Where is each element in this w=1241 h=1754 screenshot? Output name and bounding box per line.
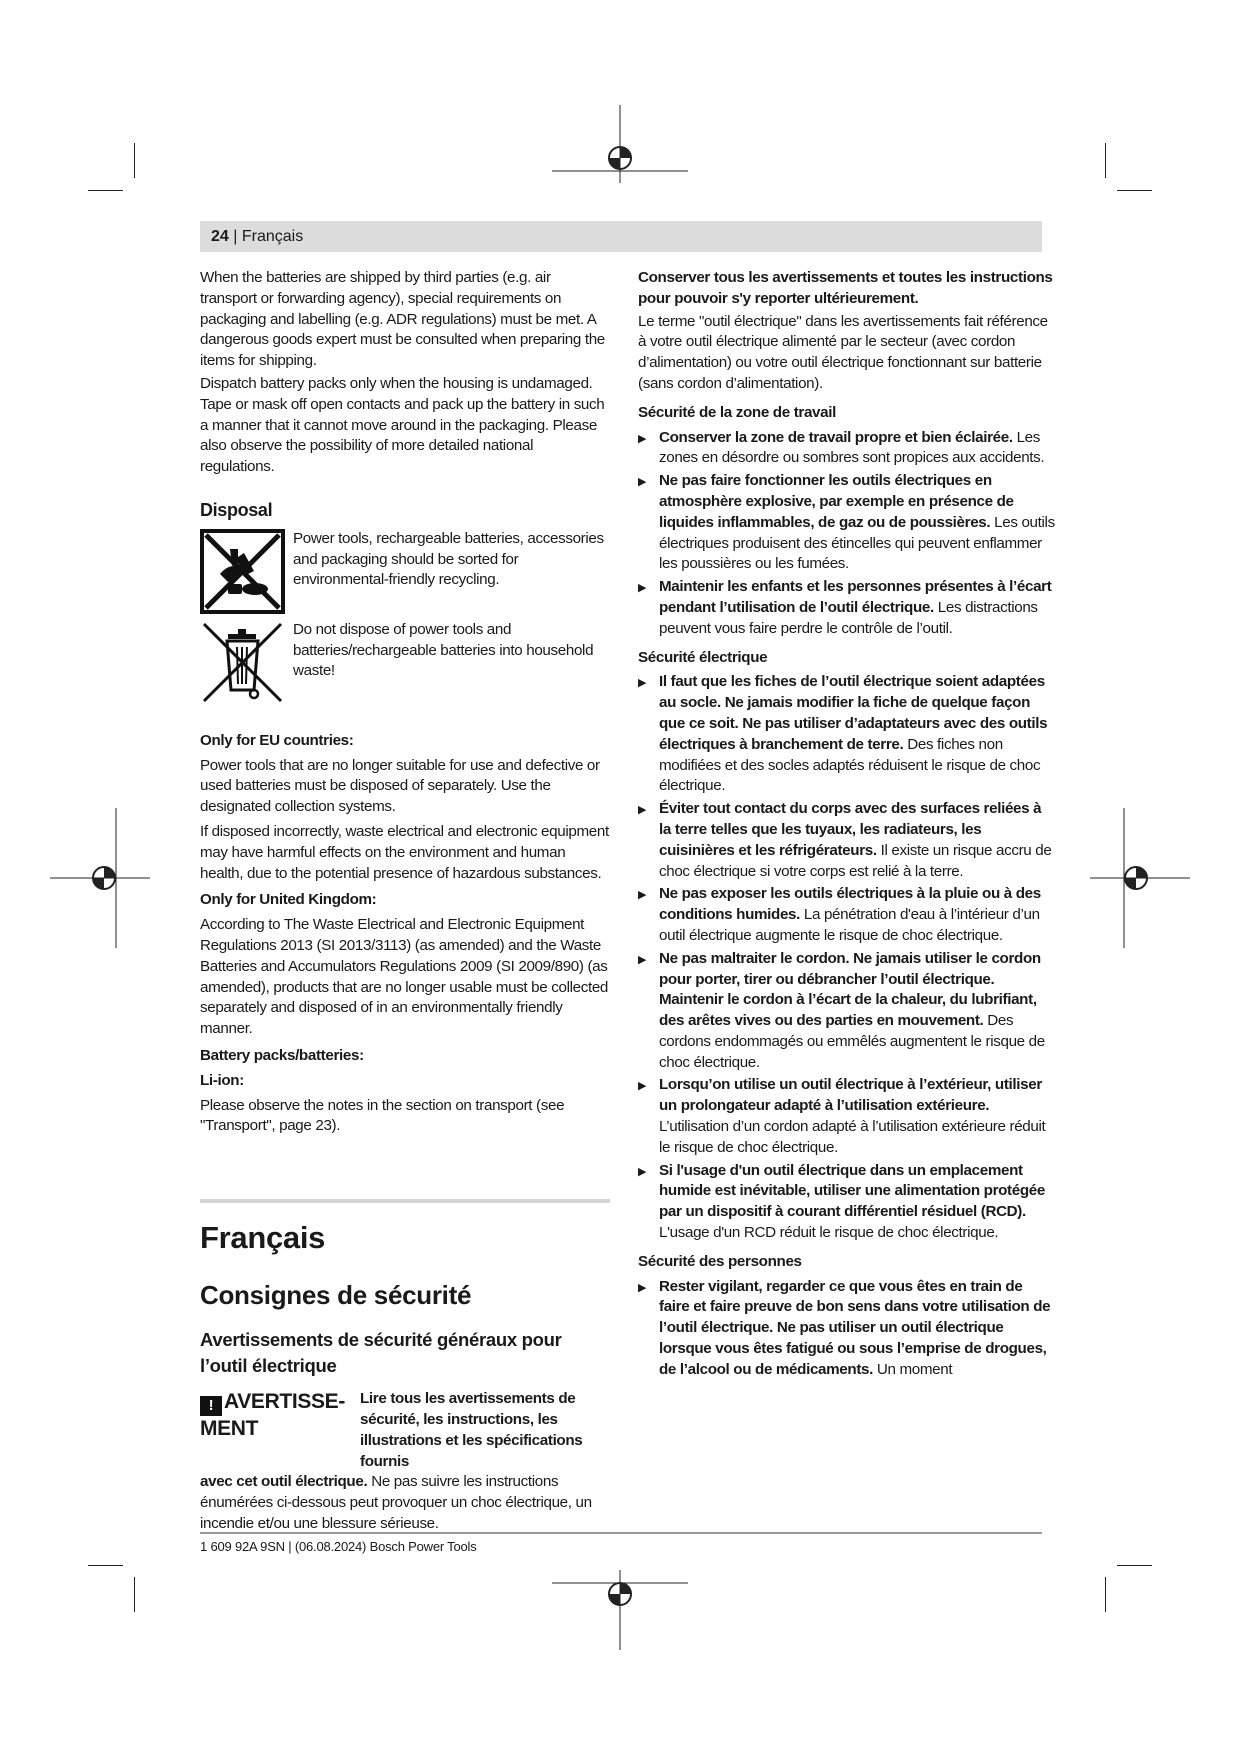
liion-paragraph: Please observe the notes in the section on transport (see "Transport", page 23). [200, 1096, 565, 1135]
disposal-recycling-text: Power tools, rechargeable batteries, accessories and packaging should be sorted for environmental-friendly recycling. [293, 529, 604, 589]
warning-block [200, 1389, 610, 1472]
list-item: ▶ Ne pas faire fonctionner les outils électriques en atmosphère explosive, par exemple en présence de liquides inflammables, de gaz ou de poussières. Les outils électriques produisent des étincelles qui peuvent enflammer les poussières ou les fumées. [638, 471, 1056, 575]
list-item: ▶ Lorsqu’on utilise un outil électrique à l’extérieur, utiliser un prolongateur adapté à l’utilisation extérieure. L’utilisation d’un cordon adapté à l’utilisation extérieure réduit le risque de choc électrique. [638, 1075, 1056, 1158]
crossed-out-wheelie-bin-icon [200, 620, 285, 705]
crop-mark [88, 190, 123, 191]
page-footer: 1 609 92A 9SN | (06.08.2024) Bosch Power Tools [200, 1539, 477, 1554]
intro-paragraph: Le terme "outil électrique" dans les avertissements fait référence à votre outil électrique alimenté par le secteur (avec cordon d’alimentation) ou votre outil électrique fonctionnant sur batterie (sans cordon d’alimentation). [638, 312, 1048, 392]
transport-paragraph-2: Dispatch battery packs only when the housing is undamaged. Tape or mask off open contacts and pack up the battery in such a manner that it cannot move around in the packaging. Please also observe the possibility of more detailed national regulations. [200, 374, 605, 476]
liion-heading: Li-ion: [200, 1071, 244, 1089]
warning-signal-word [200, 1389, 360, 1441]
francais-heading: Français [200, 1220, 326, 1256]
crop-mark [134, 1577, 135, 1612]
electrical-heading: Sécurité électrique [638, 648, 768, 666]
page-header [200, 221, 1042, 252]
eu-paragraph-1: Power tools that are no longer suitable for use and defective or used batteries must be disposed of separately. Use the designated collection systems. [200, 756, 600, 816]
recycling-sort-icon [200, 529, 285, 614]
electrical-list [638, 672, 1056, 1244]
crop-mark [88, 1565, 123, 1566]
crop-mark [1117, 190, 1152, 191]
work-area-heading: Sécurité de la zone de travail [638, 403, 836, 421]
crop-mark [1105, 1577, 1106, 1612]
warning-triangle-icon: ! [200, 1396, 222, 1416]
eu-heading: Only for EU countries: [200, 731, 354, 749]
crop-mark [1117, 1565, 1152, 1566]
list-item: ▶ Ne pas maltraiter le cordon. Ne jamais utiliser le cordon pour porter, tirer ou débrancher l’outil électrique. Maintenir le cordon à l’écart de la chaleur, du lubrifiant, des arêtes vives ou des parties en mouvement. Des cordons endommagés ou emmêlés augmentent le risque de choc électrique. [638, 949, 1056, 1074]
disposal-household-text: Do not dispose of power tools and batteries/rechargeable batteries into household waste! [293, 620, 594, 680]
list-item: ▶ Si l'usage d'un outil électrique dans un emplacement humide est inévitable, utiliser une alimentation protégée par un dispositif à courant différentiel résiduel (RCD). L'usage d'un RCD réduit le risque de choc électrique. [638, 1161, 1056, 1244]
disposal-recycling-row [200, 529, 610, 614]
crop-mark [1105, 143, 1106, 178]
warning-bold-text-2: avec cet outil électrique. [200, 1473, 368, 1491]
avertissements-heading: Avertissements de sécurité généraux pour l’outil électrique [200, 1329, 562, 1377]
warning-rest-text: Ne pas suivre les instructions énumérées ci-dessous peut provoquer un choc électrique, un incendie et/ou une blessure sérieuse. [200, 1473, 592, 1532]
list-item: ▶ Maintenir les enfants et les personnes présentes à l’écart pendant l’utilisation de l’outil électrique. Les distractions peuvent vous faire perdre le contrôle de l’outil. [638, 577, 1056, 639]
section-divider [200, 1199, 610, 1203]
work-area-list [638, 428, 1056, 640]
page-number: 24 [211, 228, 229, 245]
header-separator: | [228, 228, 242, 245]
registration-mark-right [1090, 808, 1190, 948]
registration-mark-left [50, 808, 150, 948]
registration-mark-top [550, 105, 690, 185]
crop-mark [134, 143, 135, 178]
intro-bold: Conserver tous les avertissements et toutes les instructions pour pouvoir s'y reporter ultérieurement. [638, 269, 1053, 307]
footer-rule [200, 1532, 1042, 1534]
header-section: Français [241, 228, 304, 245]
warning-bold-text: Lire tous les avertissements de sécurité, les instructions, les illustrations et les spécifications fournis [360, 1390, 583, 1470]
registration-mark-bottom [550, 1570, 690, 1650]
uk-paragraph: According to The Waste Electrical and Electronic Equipment Regulations 2013 (SI 2013/3113) (as amended) and the Waste Batteries and Accumulators Regulations 2009 (SI 2009/890) (as amended), products that are no longer usable must be collected separately and disposed of in an environmentally friendly manner. [200, 916, 609, 1038]
list-item: ▶ Il faut que les fiches de l’outil électrique soient adaptées au socle. Ne jamais modifier la fiche de quelque façon que ce soit. Ne pas utiliser d’adaptateurs avec des outils électriques à branchement de terre. Des fiches non modifiées et des socles adaptés réduisent le risque de choc électrique. [638, 672, 1056, 797]
right-column [638, 268, 1056, 1383]
list-item: ▶ Éviter tout contact du corps avec des surfaces reliées à la terre telles que les tuyaux, les radiateurs, les cuisinières et les réfrigérateurs. Il existe un risque accru de choc électrique si votre corps est relié à la terre. [638, 799, 1056, 882]
list-item: ▶ Conserver la zone de travail propre et bien éclairée. Les zones en désordre ou sombres sont propices aux accidents. [638, 428, 1056, 470]
eu-paragraph-2: If disposed incorrectly, waste electrical and electronic equipment may have harmful effects on the environment and human health, due to the potential presence of hazardous substances. [200, 822, 609, 882]
personal-list [638, 1277, 1056, 1381]
uk-heading: Only for United Kingdom: [200, 891, 377, 909]
warning-signal-line-1: AVERTISSE- [224, 1390, 345, 1414]
personal-heading: Sécurité des personnes [638, 1252, 802, 1270]
list-item: ▶ Ne pas exposer les outils électriques à la pluie ou à des conditions humides. La pénétration d'eau à l’intérieur d’un outil électrique augmente le risque de choc électrique. [638, 884, 1056, 946]
battery-heading: Battery packs/batteries: [200, 1046, 364, 1064]
consignes-heading: Consignes de sécurité [200, 1280, 472, 1311]
disposal-household-row [200, 620, 610, 705]
disposal-heading: Disposal [200, 499, 273, 520]
warning-signal-line-2: MENT [200, 1417, 259, 1441]
left-column [200, 268, 610, 1537]
transport-paragraph-1: When the batteries are shipped by third parties (e.g. air transport or forwarding agency), special requirements on packaging and labelling (e.g. ADR regulations) must be met. A dangerous goods expert must be consulted when preparing the items for shipping. [200, 269, 605, 370]
list-item: ▶ Rester vigilant, regarder ce que vous êtes en train de faire et faire preuve de bon sens dans votre utilisation de l’outil électrique. Ne pas utiliser un outil électrique lorsque vous êtes fatigué ou sous l’emprise de drogues, de l’alcool ou de médicaments. Un moment [638, 1277, 1056, 1381]
